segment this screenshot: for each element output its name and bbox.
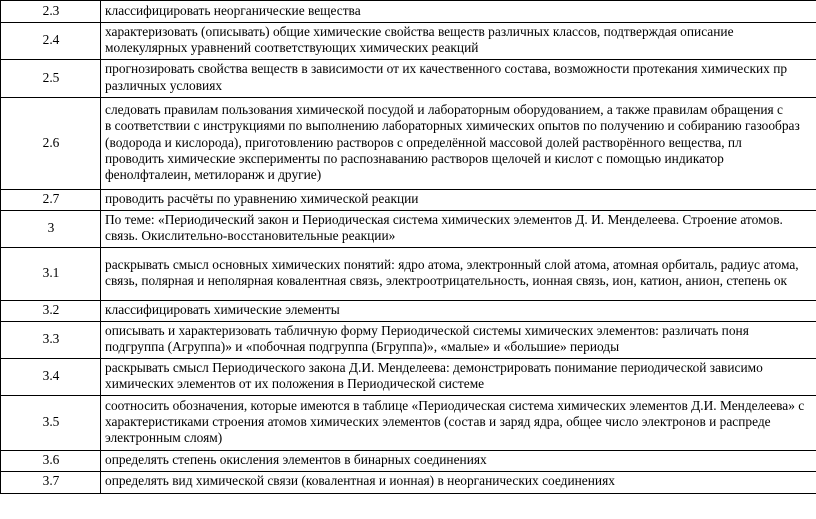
row-text xyxy=(101,471,816,493)
row-text-line: в соответствии с инструкциями по выполнению лабораторных химических опытов по получению и собиранию газообраз xyxy=(105,118,800,134)
row-text-line: классифицировать химические элементы xyxy=(105,302,340,318)
row-number: 3.1 xyxy=(1,247,101,300)
row-text xyxy=(101,321,816,358)
row-number: 3.2 xyxy=(1,300,101,321)
table-row xyxy=(1,189,816,210)
row-text xyxy=(101,300,816,321)
row-number: 3 xyxy=(1,210,101,247)
row-text-line: следовать правилам пользования химической посудой и лабораторным оборудованием, а также правилам обращения с xyxy=(105,101,783,117)
row-text-line: (водорода и кислорода), приготовлению растворов с определённой массовой долей растворённого вещества, пл xyxy=(105,134,742,150)
row-text xyxy=(101,358,816,395)
row-text-line: подгруппа (Агруппа)» и «побочная подгруппа (Бгруппа)», «малые» и «большие» периоды xyxy=(105,339,620,355)
row-number: 2.6 xyxy=(1,97,101,189)
row-text-line: раскрывать смысл Периодического закона Д.И. Менделеева: демонстрировать понимание периодической зависимо xyxy=(105,359,763,375)
row-number: 2.4 xyxy=(1,23,101,60)
table-row xyxy=(1,300,816,321)
table-row xyxy=(1,247,816,300)
table-row xyxy=(1,395,816,450)
row-text-line: классифицировать неорганические вещества xyxy=(105,2,361,18)
row-number: 2.5 xyxy=(1,59,101,97)
row-text-line: раскрывать смысл основных химических понятий: ядро атома, электронный слой атома, атомная орбиталь, радиус атома, xyxy=(105,256,799,272)
row-text-line: проводить расчёты по уравнению химической реакции xyxy=(105,191,419,207)
row-number: 3.7 xyxy=(1,471,101,493)
table-row xyxy=(1,450,816,471)
table-row xyxy=(1,210,816,247)
row-text xyxy=(101,59,816,97)
row-number: 3.4 xyxy=(1,358,101,395)
row-text-line: определять вид химической связи (ковалентная и ионная) в неорганических соединениях xyxy=(105,473,615,489)
row-number: 3.5 xyxy=(1,395,101,450)
table-body xyxy=(1,1,816,494)
row-text-line: молекулярных уравнений соответствующих химических реакций xyxy=(105,40,479,56)
row-text xyxy=(101,210,816,247)
row-text-line: проводить химические эксперименты по распознаванию растворов щелочей и кислот с помощью индикатор xyxy=(105,151,724,167)
row-text xyxy=(101,247,816,300)
row-text-line: связь, полярная и неполярная ковалентная связь, электроотрицательность, ионная связь, ион, катион, анион, степень ок xyxy=(105,273,788,289)
row-text-line: различных условиях xyxy=(105,77,223,93)
table-row xyxy=(1,321,816,358)
table-row xyxy=(1,471,816,493)
row-text-line: описывать и характеризовать табличную форму Периодической системы химических элементов: различать поня xyxy=(105,322,749,338)
row-text-line: прогнозировать свойства веществ в зависимости от их качественного состава, возможности протекания химических пр xyxy=(105,61,788,77)
row-text xyxy=(101,1,816,23)
table-row xyxy=(1,23,816,60)
row-text-line: характеристиками строения атомов химических элементов (состав и заряд ядра, общее число электронов и распреде xyxy=(105,413,771,429)
row-text-line: определять степень окисления элементов в бинарных соединениях xyxy=(105,451,487,467)
row-text-line: характеризовать (описывать) общие химические свойства веществ различных классов, подтверждая описание xyxy=(105,24,734,39)
row-text xyxy=(101,450,816,471)
row-number: 2.3 xyxy=(1,1,101,23)
row-number: 3.6 xyxy=(1,450,101,471)
row-number: 3.3 xyxy=(1,321,101,358)
row-text xyxy=(101,97,816,189)
row-text-line: По теме: «Периодический закон и Периодическая система химических элементов Д. И. Менделеева. Строение атомов. xyxy=(105,211,783,227)
table-row xyxy=(1,358,816,395)
row-text-line: фенолфталеин, метилоранж и другие) xyxy=(105,167,322,183)
table-row xyxy=(1,1,816,23)
row-text-line: электронным слоям) xyxy=(105,430,223,446)
table-row xyxy=(1,59,816,97)
row-text xyxy=(101,395,816,450)
row-text xyxy=(101,23,816,60)
row-text-line: соотносить обозначения, которые имеются в таблице «Периодическая система химических элементов Д.И. Менделеева» с xyxy=(105,397,805,413)
table-row xyxy=(1,97,816,189)
row-text xyxy=(101,189,816,210)
row-text-line: связь. Окислительно-восстановительные реакции» xyxy=(105,228,396,244)
row-text-line: химических элементов от их положения в Периодической системе xyxy=(105,376,485,392)
row-number: 2.7 xyxy=(1,189,101,210)
